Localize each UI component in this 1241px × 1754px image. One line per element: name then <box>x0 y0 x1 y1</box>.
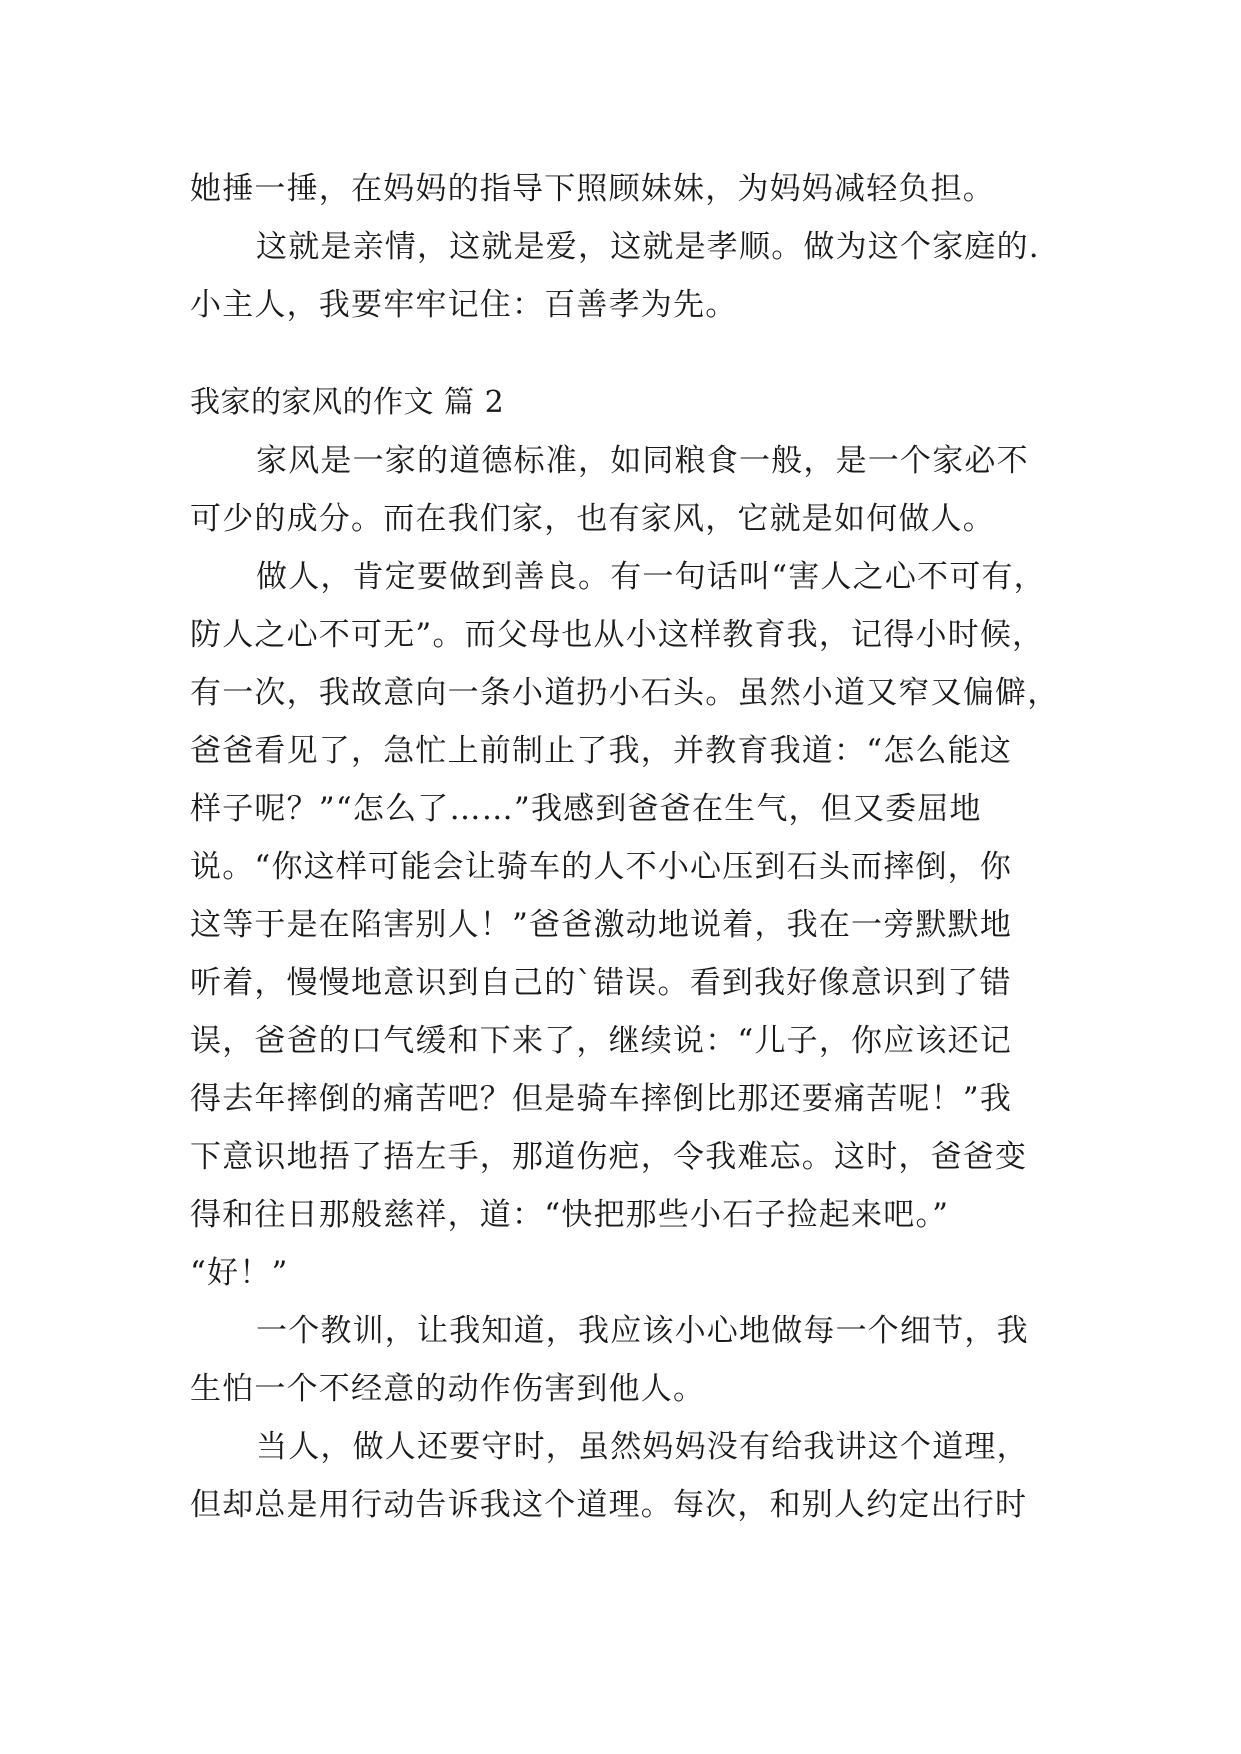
document-page <box>190 160 1060 1534</box>
paragraph-line: 小主人，我要牢牢记住：百善孝为先。 <box>190 287 738 323</box>
paragraph-line: 家风是一家的道德标准，如同粮食一般，是一个家必不 <box>256 443 1029 479</box>
paragraph-line: 得去年摔倒的痛苦吧？但是骑车摔倒比那还要痛苦呢！”我 <box>190 1081 1013 1117</box>
paragraph-line: 样子呢？”“怎么了……”我感到爸爸在生气，但又委屈地 <box>190 791 982 827</box>
paragraph-line: 下意识地捂了捂左手，那道伤疤，令我难忘。这时，爸爸变 <box>190 1139 1028 1175</box>
paragraph-line: 这等于是在陷害别人！”爸爸激动地说着，我在一旁默默地 <box>190 907 1013 943</box>
paragraph-line: 她捶一捶，在妈妈的指导下照顾妹妹，为妈妈减轻负担。 <box>190 171 995 207</box>
paragraph-line: 但却总是用行动告诉我这个道理。每次，和别人约定出行时 <box>190 1487 1028 1523</box>
paragraph-line: 做人，肯定要做到善良。有一句话叫“害人之心不可有， <box>256 559 1046 595</box>
paragraph-line: 这就是亲情，这就是爱，这就是孝顺。做为这个家庭的. <box>256 229 1040 265</box>
paragraph-line: 可少的成分。而在我们家，也有家风，它就是如何做人。 <box>190 501 995 537</box>
paragraph-line: 有一次，我故意向一条小道扔小石头。虽然小道又窄又偏僻， <box>190 675 1060 711</box>
paragraph-line: 一个教训，让我知道，我应该小心地做每一个细节，我 <box>256 1313 1029 1349</box>
paragraph-line: 防人之心不可无”。而父母也从小这样教育我，记得小时候， <box>190 617 1045 653</box>
paragraph-line: 说。“你这样可能会让骑车的人不小心压到石头而摔倒，你 <box>190 849 1013 885</box>
section-heading: 我家的家风的作文 篇 2 <box>190 385 505 420</box>
paragraph-line: 得和往日那般慈祥，道：“快把那些小石子捡起来吧。” <box>190 1197 950 1233</box>
paragraph-line: 听着，慢慢地意识到自己的`错误。看到我好像意识到了错 <box>190 965 1012 1001</box>
paragraph-line: 当人，做人还要守时，虽然妈妈没有给我讲这个道理， <box>256 1429 1029 1465</box>
paragraph-line: 爸爸看见了，急忙上前制止了我，并教育我道：“怎么能这 <box>190 733 1013 769</box>
paragraph-line: 误，爸爸的口气缓和下来了，继续说：“儿子，你应该还记 <box>190 1023 1013 1059</box>
paragraph-line: 生怕一个不经意的动作伤害到他人。 <box>190 1371 706 1407</box>
paragraph-line: “好！” <box>190 1255 289 1291</box>
